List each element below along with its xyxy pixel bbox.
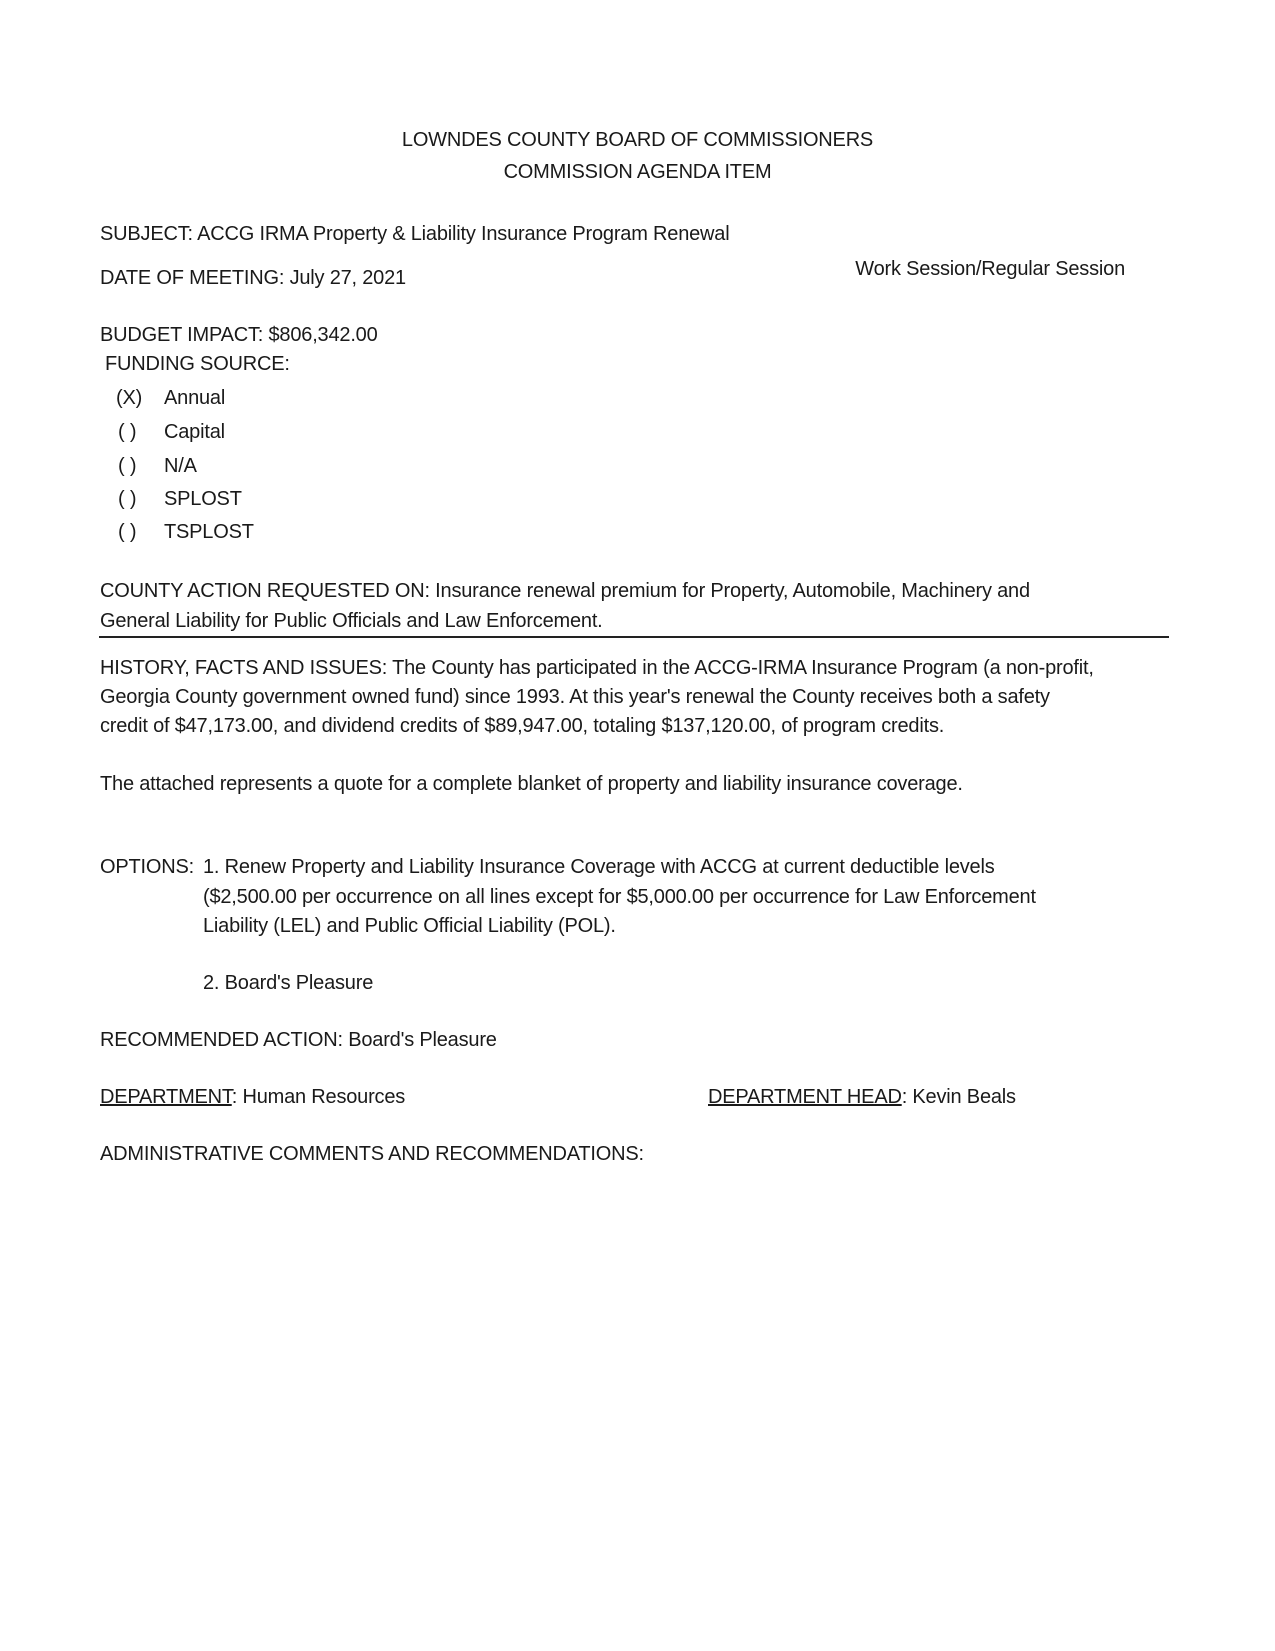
funding-mark-na: ( ) — [118, 455, 137, 477]
funding-source-label: FUNDING SOURCE: — [105, 353, 290, 375]
header-title: LOWNDES COUNTY BOARD OF COMMISSIONERS — [401, 129, 874, 151]
history-line2: Georgia County government owned fund) since 1993. At this year's renewal the County receives both a safety — [100, 686, 1050, 708]
department-head — [708, 1085, 1016, 1109]
history-line3: credit of $47,173.00, and dividend credits of $89,947.00, totaling $137,120.00, of program credits. — [100, 715, 945, 737]
department-value: : Human Resources — [231, 1086, 406, 1108]
option-2: 2. Board's Pleasure — [203, 972, 374, 994]
funding-mark-tsplost: ( ) — [118, 521, 137, 543]
funding-mark-splost: ( ) — [118, 488, 137, 510]
department-head-label: DEPARTMENT HEAD — [708, 1086, 902, 1108]
funding-label-na: N/A — [164, 455, 197, 477]
subject: SUBJECT: ACCG IRMA Property & Liability Insurance Program Renewal — [100, 223, 730, 245]
funding-label-tsplost: TSPLOST — [164, 521, 254, 543]
department-head-value: : Kevin Beals — [901, 1086, 1016, 1108]
options-label: OPTIONS: — [100, 856, 194, 878]
funding-mark-capital: ( ) — [118, 421, 137, 443]
administrative-comments: ADMINISTRATIVE COMMENTS AND RECOMMENDATIONS: — [100, 1143, 644, 1165]
date-of-meeting: DATE OF MEETING: July 27, 2021 — [100, 267, 406, 289]
session-type: Work Session/Regular Session — [855, 258, 1125, 280]
history-attached: The attached represents a quote for a complete blanket of property and liability insurance coverage. — [100, 773, 963, 795]
header-subtitle: COMMISSION AGENDA ITEM — [503, 161, 772, 183]
option-1-line3: Liability (LEL) and Public Official Liability (POL). — [203, 915, 616, 937]
department — [100, 1085, 405, 1109]
history-line1: HISTORY, FACTS AND ISSUES: The County has participated in the ACCG-IRMA Insurance Program (a non-profit, — [100, 657, 1094, 679]
funding-label-splost: SPLOST — [164, 488, 242, 510]
section-divider — [99, 636, 1169, 638]
funding-mark-annual: (X) — [116, 387, 143, 409]
funding-label-capital: Capital — [164, 421, 225, 443]
funding-label-annual: Annual — [164, 387, 226, 409]
department-label: DEPARTMENT — [100, 1086, 232, 1108]
recommended-action: RECOMMENDED ACTION: Board's Pleasure — [100, 1029, 497, 1051]
county-action-line2: General Liability for Public Officials and Law Enforcement. — [100, 610, 603, 632]
county-action-line1: COUNTY ACTION REQUESTED ON: Insurance renewal premium for Property, Automobile, Machinery and — [100, 580, 1030, 602]
option-1-line2: ($2,500.00 per occurrence on all lines except for $5,000.00 per occurrence for Law Enforcement — [203, 886, 1036, 908]
option-1-line1: 1. Renew Property and Liability Insurance Coverage with ACCG at current deductible levels — [203, 856, 995, 878]
budget-impact: BUDGET IMPACT: $806,342.00 — [100, 324, 378, 346]
